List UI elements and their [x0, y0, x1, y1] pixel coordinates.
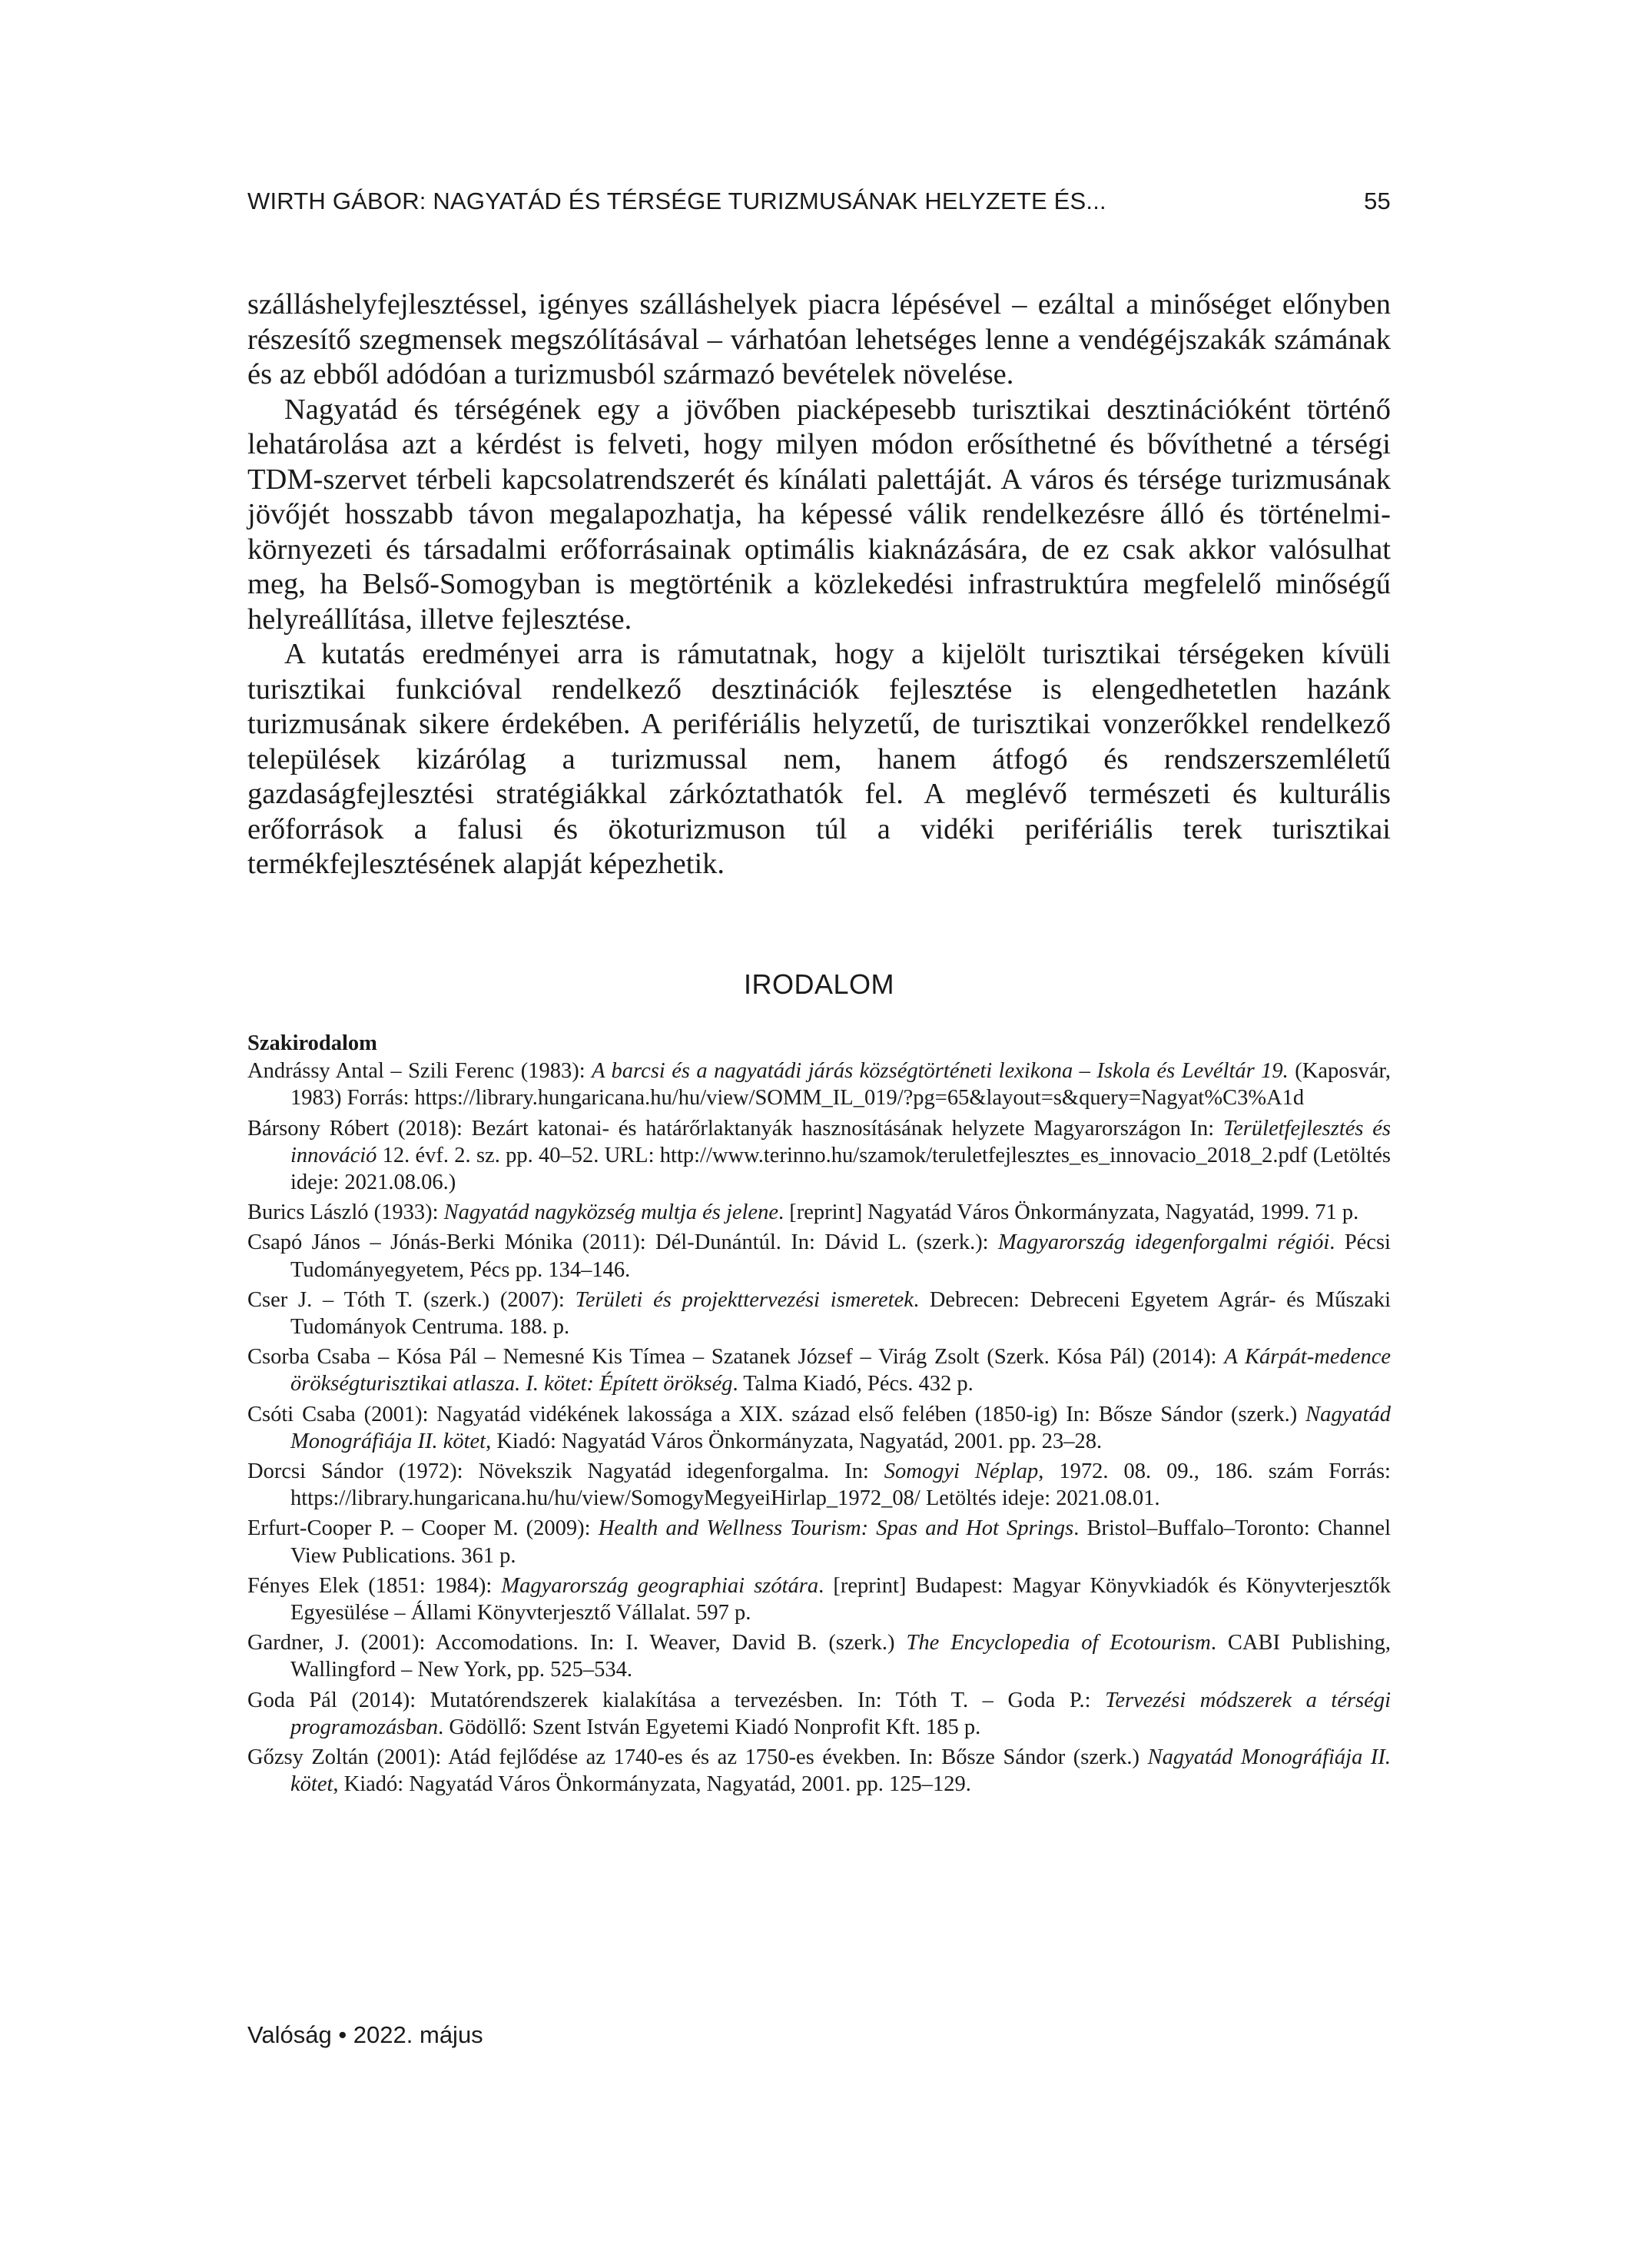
- reference-title: Területfejlesztés és innováció: [290, 1116, 1391, 1167]
- reference-title: Nagyatád Monográfiája II. kötet: [290, 1402, 1391, 1453]
- reference-items: [247, 1058, 1391, 1798]
- reference-entry: [247, 1115, 1391, 1197]
- reference-title: A barcsi és a nagyatádi járás községtörténeti lexikona – Iskola és Levéltár 19.: [592, 1059, 1289, 1084]
- reference-entry: [247, 1343, 1391, 1397]
- reference-text: (Kaposvár, 1983) Forrás: https://library.hungaricana.hu/hu/view/SOMM_IL_019/?pg=65&layout=s&query=Nagyat%C3%A1d: [290, 1059, 1391, 1111]
- reference-text: Burics László (1933):: [247, 1200, 444, 1225]
- reference-text: Dorcsi Sándor (1972): Növekszik Nagyatád idegenforgalma. In:: [247, 1459, 884, 1484]
- reference-title: Területi és projekttervezési ismeretek: [575, 1287, 914, 1312]
- reference-entry: [247, 1629, 1391, 1683]
- reference-text: , Kiadó: Nagyatád Város Önkormányzata, Nagyatád, 2001. pp. 125–129.: [333, 1772, 971, 1797]
- reference-entry: [247, 1458, 1391, 1512]
- reference-title: Magyarország idegenforgalmi régiói: [998, 1230, 1330, 1255]
- page-number: 55: [1364, 188, 1391, 214]
- reference-text: Csorba Csaba – Kósa Pál – Nemesné Kis Tímea – Szatanek József – Virág Zsolt (Szerk. Kósa Pál) (2014):: [247, 1345, 1225, 1370]
- reference-text: Csapó János – Jónás-Berki Mónika (2011): Dél-Dunántúl. In: Dávid L. (szerk.):: [247, 1230, 999, 1255]
- reference-title: Tervezési módszerek a térségi programozásban: [290, 1688, 1392, 1739]
- reference-text: . Talma Kiadó, Pécs. 432 p.: [732, 1372, 974, 1396]
- body-text: [247, 287, 1391, 882]
- running-header: [247, 188, 1391, 218]
- reference-entry: [247, 1572, 1391, 1626]
- section-heading-irodalom: IRODALOM: [743, 968, 895, 1000]
- reference-text: . Debrecen: Debreceni Egyetem Agrár- és Műszaki Tudományok Centruma. 188. p.: [290, 1287, 1391, 1340]
- reference-text: Fényes Elek (1851: 1984):: [247, 1573, 502, 1598]
- reference-text: Gőzsy Zoltán (2001): Atád fejlődése az 1740-es és az 1750-es években. In: Bősze Sándor (szerk.): [247, 1745, 1148, 1770]
- reference-subheading: Szakirodalom: [247, 1031, 377, 1055]
- reference-text: . [reprint] Budapest: Magyar Könyvkiadók és Könyvterjesztők Egyesülése – Állami Könyvterjesztő Vállalat. 597 p.: [290, 1573, 1391, 1625]
- reference-text: Bársony Róbert (2018): Bezárt katonai- és határőrlaktanyák hasznosításának helyzete Magyarországon In:: [247, 1116, 1223, 1141]
- reference-title: Health and Wellness Tourism: Spas and Hot Springs: [598, 1516, 1074, 1541]
- reference-entry: [247, 1687, 1391, 1741]
- reference-title: Magyarország geographiai szótára: [501, 1573, 819, 1598]
- reference-text: Gardner, J. (2001): Accomodations. In: I. Weaver, David B. (szerk.): [247, 1631, 907, 1655]
- reference-text: Cser J. – Tóth T. (szerk.) (2007):: [247, 1287, 576, 1312]
- reference-text: . CABI Publishing, Wallingford – New York, pp. 525–534.: [290, 1631, 1392, 1682]
- reference-text: . [reprint] Nagyatád Város Önkormányzata, Nagyatád, 1999. 71 p.: [778, 1200, 1359, 1225]
- reference-title: Somogyi Néplap: [884, 1459, 1039, 1484]
- reference-entry: [247, 1229, 1391, 1283]
- reference-list: [247, 1030, 1391, 1801]
- reference-text: Csóti Csaba (2001): Nagyatád vidékének lakossága a XIX. század első felében (1850-ig) In: Bősze Sándor (szerk.): [247, 1402, 1306, 1426]
- running-header-title: WIRTH GÁBOR: NAGYATÁD ÉS TÉRSÉGE TURIZMUSÁNAK HELYZETE ÉS...: [247, 188, 1106, 214]
- reference-text: . Gödöllő: Szent István Egyetemi Kiadó Nonprofit Kft. 185 p.: [438, 1715, 981, 1739]
- reference-entry: [247, 1058, 1391, 1111]
- reference-title: Nagyatád nagyközség multja és jelene: [443, 1200, 778, 1225]
- reference-text: , Kiadó: Nagyatád Város Önkormányzata, Nagyatád, 2001. pp. 23–28.: [486, 1429, 1103, 1453]
- reference-text: 12. évf. 2. sz. pp. 40–52. URL: http://www.terinno.hu/szamok/teruletfejlesztes_es_innovacio_2018_2.pdf (Letöltés ideje: 2021.08.06.): [290, 1143, 1391, 1195]
- reference-entry: [247, 1515, 1391, 1569]
- reference-entry: [247, 1744, 1391, 1798]
- reference-text: Goda Pál (2014): Mutatórendszerek kialakítása a tervezésben. In: Tóth T. – Goda P.:: [247, 1688, 1106, 1712]
- reference-title: The Encyclopedia of Ecotourism: [906, 1631, 1211, 1655]
- reference-title: Nagyatád Monográfiája II. kötet: [290, 1745, 1391, 1797]
- reference-title: A Kárpát-medence örökségturisztikai atlasza. I. kötet: Épített örökség: [290, 1345, 1391, 1396]
- reference-text: Andrássy Antal – Szili Ferenc (1983):: [247, 1059, 592, 1084]
- reference-text: . Pécsi Tudományegyetem, Pécs pp. 134–146.: [290, 1230, 1391, 1282]
- body-paragraph: A kutatás eredményei arra is rámutatnak, hogy a kijelölt turisztikai térségeken kívüli turisztikai funkcióval rendelkező desztinációk fejlesztése is elengedhetetlen hazánk turizmusának sikere érdekében. A perifériális helyzetű, de turisztikai vonzerőkkel rendelkező települések kizárólag a turizmussal nem, hanem átfogó és rendszerszemléletű gazdaságfejlesztési stratégiákkal zárkóztathatók fel. A meglévő természeti és kulturális erőforrások a falusi és ökoturizmuson túl a vidéki perifériális terek turisztikai termékfejlesztésének alapját képezhetik.: [247, 638, 1391, 880]
- body-paragraph: szálláshelyfejlesztéssel, igényes szálláshelyek piacra lépésével – ezáltal a minőséget előnyben részesítő szegmensek megszólításával – várhatóan lehetséges lenne a vendégéjszakák számának és az ebből adódóan a turizmusból származó bevételek növelése.: [247, 288, 1391, 390]
- reference-text: Erfurt-Cooper P. – Cooper M. (2009):: [247, 1516, 599, 1541]
- reference-entry: [247, 1401, 1391, 1455]
- reference-text: . Bristol–Buffalo–Toronto: Channel View Publications. 361 p.: [290, 1516, 1391, 1568]
- reference-entry: [247, 1199, 1391, 1226]
- reference-entry: [247, 1287, 1391, 1340]
- body-paragraph: Nagyatád és térségének egy a jövőben piacképesebb turisztikai desztinációként történő lehatárolása azt a kérdést is felveti, hogy milyen módon erősíthetné és bővíthetné a térségi TDM-szervet térbeli kapcsolatrendszerét és kínálati palettáját. A város és térsége turizmusának jövőjét hosszabb távon megalapozhatja, ha képessé válik rendelkezésre álló és történelmi-környezeti és társadalmi erőforrásainak optimális kiaknázására, de ez csak akkor valósulhat meg, ha Belső-Somogyban is megtörténik a közlekedési infrastruktúra megfelelő minőségű helyreállítása, illetve fejlesztése.: [247, 393, 1391, 636]
- page-footer: Valóság • 2022. május: [247, 2021, 483, 2048]
- reference-text: , 1972. 08. 09., 186. szám Forrás: https://library.hungaricana.hu/hu/view/SomogyMegyeiHirlap_1972_08/ Letöltés ideje: 2021.08.01.: [290, 1459, 1391, 1511]
